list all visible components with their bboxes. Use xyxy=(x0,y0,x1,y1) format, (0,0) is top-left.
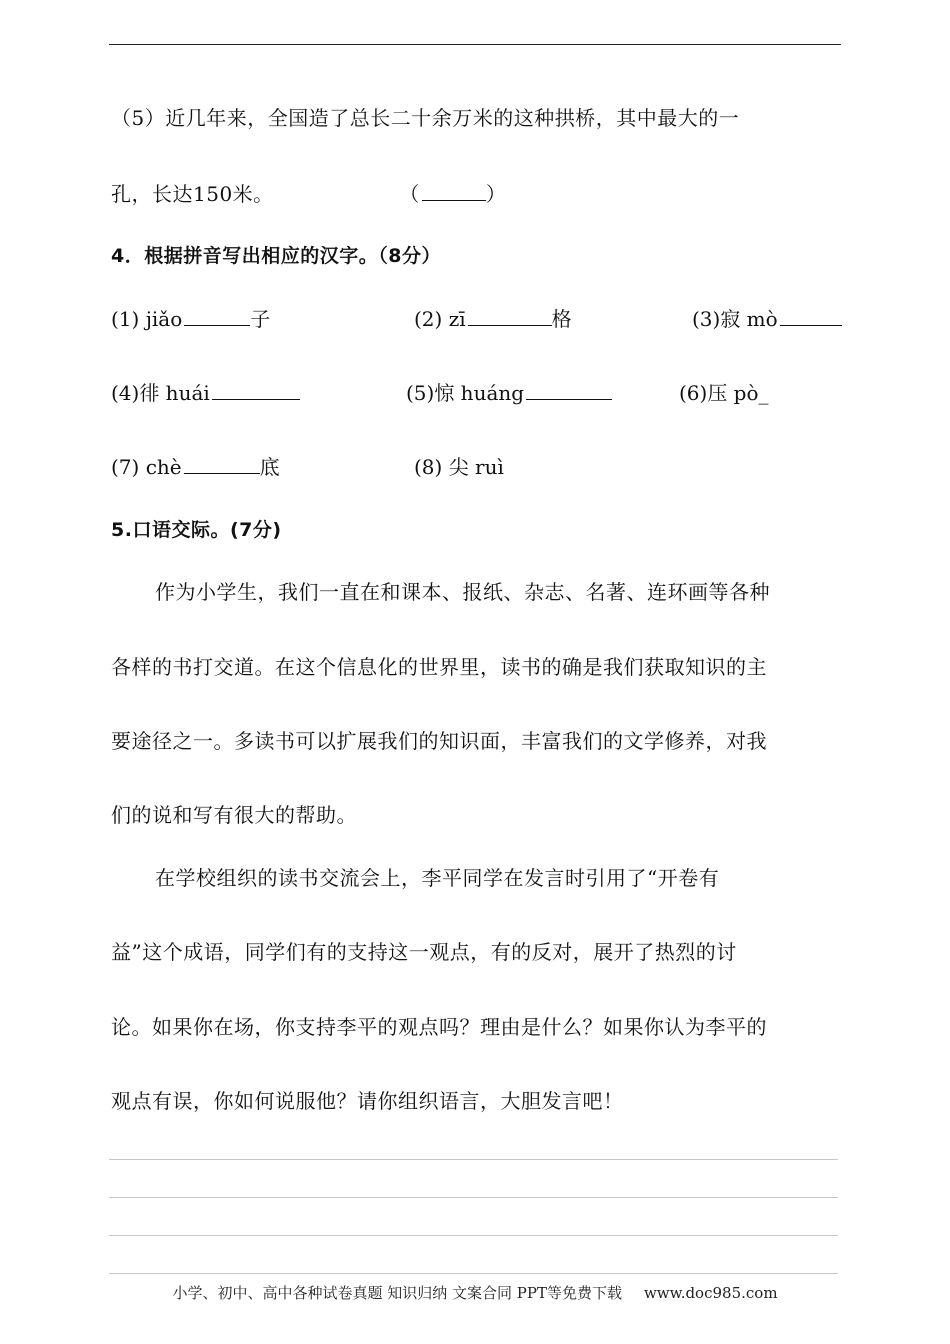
q5-para2-line3: 论。如果你在场，你支持李平的观点吗？理由是什么？如果你认为李平的 xyxy=(111,1015,767,1039)
answer-paren-close: ） xyxy=(485,182,507,206)
header-rule xyxy=(109,44,841,45)
q4-item-2-blank[interactable] xyxy=(468,305,552,326)
q5-heading: 5.口语交际。(7分) xyxy=(111,519,282,541)
page-footer xyxy=(0,1282,950,1303)
q4-item-4-label: (4)徘 huái xyxy=(111,381,210,405)
q4-item-5 xyxy=(406,379,612,407)
q4-item-2 xyxy=(414,305,572,333)
q4-item-8 xyxy=(414,453,504,481)
answer-line[interactable] xyxy=(109,1159,838,1160)
q5-para2-line1: 在学校组织的读书交流会上，李平同学在发言时引用了“开卷有 xyxy=(155,866,720,890)
q4-item-2-suffix: 格 xyxy=(551,307,572,331)
q4-item-8-label: (8) 尖 ruì xyxy=(414,455,504,479)
q4-item-7-blank[interactable] xyxy=(184,453,260,474)
q5-para1-line3: 要途径之一。多读书可以扩展我们的知识面，丰富我们的文学修养，对我 xyxy=(111,729,767,753)
q5-para1-line2: 各样的书打交道。在这个信息化的世界里，读书的确是我们获取知识的主 xyxy=(111,655,767,679)
q5-para1-line1: 作为小学生，我们一直在和课本、报纸、杂志、名著、连环画等各种 xyxy=(155,580,770,604)
q4-item-3-label: (3)寂 mò xyxy=(692,307,778,331)
q5-para1-line4: 们的说和写有很大的帮助。 xyxy=(111,803,357,827)
q4-item-5-label: (5)惊 huáng xyxy=(406,381,525,405)
answer-blank[interactable] xyxy=(422,180,486,201)
answer-line[interactable] xyxy=(109,1197,838,1198)
q4-item-3 xyxy=(692,305,842,333)
q4-item-2-label: (2) zī xyxy=(414,307,466,331)
footer-text: 小学、初中、高中各种试卷真题 知识归纳 文案合同 PPT等免费下载 xyxy=(172,1284,622,1302)
q4-item-4 xyxy=(111,379,300,407)
q3-item5-line2 xyxy=(111,180,506,208)
footer-site-link[interactable]: www.doc985.com xyxy=(643,1284,778,1302)
q4-item-7-suffix: 底 xyxy=(259,455,280,479)
answer-line[interactable] xyxy=(109,1235,838,1236)
q4-item-6 xyxy=(679,379,769,407)
q4-item-6-label: (6)压 pò_ xyxy=(679,381,769,405)
q5-para2-line2: 益”这个成语，同学们有的支持这一观点，有的反对，展开了热烈的讨 xyxy=(111,940,737,964)
q4-item-5-blank[interactable] xyxy=(526,379,612,400)
q4-item-1-label: (1) jiǎo xyxy=(111,307,183,331)
q4-item-7 xyxy=(111,453,280,481)
answer-line[interactable] xyxy=(109,1273,838,1274)
q4-item-1 xyxy=(111,305,270,333)
q5-para2-line4: 观点有误，你如何说服他？请你组织语言，大胆发言吧！ xyxy=(111,1089,624,1113)
q4-item-4-blank[interactable] xyxy=(212,379,300,400)
q4-heading: 4．根据拼音写出相应的汉字。（8分） xyxy=(111,245,441,267)
q4-item-3-blank[interactable] xyxy=(780,305,842,326)
q4-item-7-label: (7) chè xyxy=(111,455,182,479)
q3-item5-line1: （5）近几年来，全国造了总长二十余万米的这种拱桥，其中最大的一 xyxy=(111,106,740,130)
q4-item-1-suffix: 子 xyxy=(250,307,271,331)
q4-item-1-blank[interactable] xyxy=(184,305,250,326)
q3-item5-line2-text: 孔，长达150米。 xyxy=(111,182,274,206)
answer-paren-open: （ xyxy=(399,182,420,206)
